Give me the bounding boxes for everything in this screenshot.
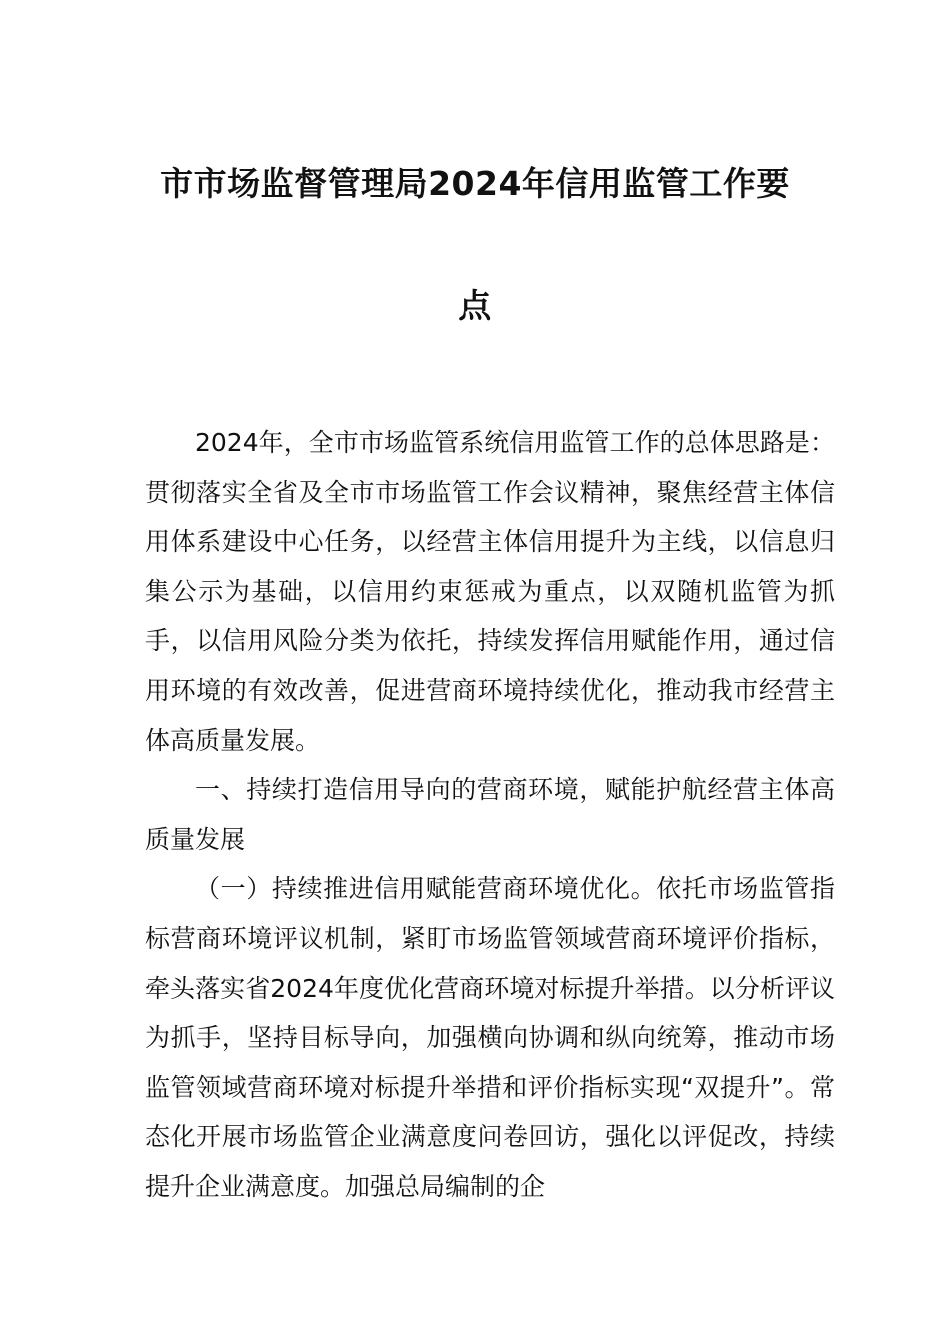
document-title-line-1: 市市场监督管理局2024年信用监管工作要 [160, 164, 790, 203]
paragraph-section-1-item-1: （一）持续推进信用赋能营商环境优化。依托市场监管指标营商环境评议机制，紧盯市场监管领域营商环境评价指标，牵头落实省2024年度优化营商环境对标提升举措。以分析评议为抓手，坚持目标导向，加强横向协调和纵向统筹，推动市场监管领域营商环境对标提升举措和评价指标实现“双提升”。常态化开展市场监管企业满意度问卷回访，强化以评促改，持续提升企业满意度。加强总局编制的企 [145, 874, 835, 1201]
paragraph-overview: 2024年，全市市场监管系统信用监管工作的总体思路是：贯彻落实全省及全市市场监管工作会议精神，聚焦经营主体信用体系建设中心任务，以经营主体信用提升为主线，以信息归集公示为基础，以信用约束惩戒为重点，以双随机监管为抓手，以信用风险分类为依托，持续发挥信用赋能作用，通过信用环境的有效改善，促进营商环境持续优化，推动我市经营主体高质量发展。 [145, 428, 835, 755]
section-heading-1: 一、持续打造信用导向的营商环境，赋能护航经营主体高质量发展 [145, 775, 835, 854]
document-body [145, 418, 835, 1212]
document-title-line-2: 点 [458, 286, 492, 325]
